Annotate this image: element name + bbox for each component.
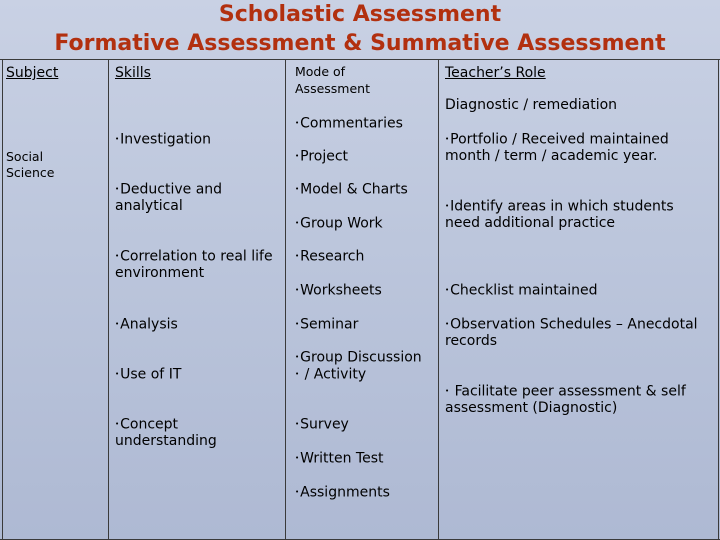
bullet: •: [295, 420, 300, 428]
column-divider-2: [285, 59, 286, 540]
column-divider-3: [438, 59, 439, 540]
bullet: •: [295, 320, 300, 328]
skill-item: [115, 131, 211, 149]
skill-text: Use of IT: [120, 366, 182, 383]
bullet: •: [115, 185, 120, 193]
subject-line-1: Social: [6, 149, 44, 164]
role-item: [445, 198, 674, 216]
mode-item: [295, 484, 390, 502]
bullet: •: [115, 135, 120, 143]
bullet: •: [295, 119, 300, 127]
role-item: [445, 383, 686, 401]
mode-item: [295, 450, 383, 468]
header-mode-line-1: Mode of: [295, 64, 346, 79]
role-text-line-2: records: [445, 333, 498, 349]
skill-item: [115, 316, 178, 334]
bullet: •: [445, 320, 450, 328]
role-text-line-2: month / term / academic year.: [445, 148, 658, 164]
mode-item: [295, 181, 408, 199]
skill-text: Correlation to real life: [120, 248, 273, 265]
title-line-2: Formative Assessment & Summative Assessment: [54, 31, 666, 56]
mode-text: Written Test: [300, 450, 384, 467]
skill-text: Analysis: [120, 316, 178, 333]
mode-text: Seminar: [300, 316, 359, 333]
bullet: •: [295, 252, 300, 260]
column-divider-1: [108, 59, 109, 540]
table-border-top: [0, 59, 720, 60]
mode-text: Project: [300, 148, 349, 165]
mode-item: [295, 316, 358, 334]
mode-text: Research: [300, 248, 365, 265]
bullet: •: [295, 353, 300, 361]
skill-item: [115, 366, 181, 384]
bullet: •: [295, 219, 300, 227]
role-text: Portfolio / Received maintained: [450, 131, 669, 148]
role-item: [445, 316, 698, 334]
skill-text: Concept: [120, 416, 179, 433]
bullet: •: [295, 370, 300, 378]
bullet: •: [115, 420, 120, 428]
header-skills: Skills: [115, 65, 151, 81]
mode-item: [295, 349, 422, 367]
mode-item: [295, 416, 349, 434]
role-item: [445, 131, 669, 149]
bullet: •: [115, 320, 120, 328]
bullet: •: [445, 387, 450, 395]
mode-item: [295, 366, 366, 384]
header-teachers-role: Teacher’s Role: [445, 65, 546, 81]
table-border-right: [718, 59, 719, 540]
subject-line-2: Science: [6, 165, 55, 180]
header-mode-line-2: Assessment: [295, 81, 370, 96]
bullet: •: [445, 135, 450, 143]
skill-text: Deductive and: [120, 181, 223, 198]
mode-text: Survey: [300, 416, 349, 433]
header-subject: Subject: [6, 65, 59, 81]
bullet: •: [295, 454, 300, 462]
mode-item: [295, 115, 403, 133]
bullet: •: [115, 252, 120, 260]
skill-item: [115, 248, 273, 266]
mode-item: [295, 148, 348, 166]
bullet: •: [295, 286, 300, 294]
bullet: •: [295, 185, 300, 193]
mode-item: [295, 282, 382, 300]
mode-item: [295, 248, 364, 266]
skill-text-line-2: understanding: [115, 433, 217, 449]
mode-text: Group Work: [300, 215, 383, 232]
mode-text: Commentaries: [300, 115, 403, 132]
bullet: •: [295, 152, 300, 160]
mode-text: / Activity: [304, 366, 367, 383]
skill-text-line-2: environment: [115, 265, 205, 281]
role-text-line-2: need additional practice: [445, 215, 616, 231]
mode-text: Group Discussion: [300, 349, 422, 366]
bullet: •: [445, 286, 450, 294]
mode-text: Worksheets: [300, 282, 382, 299]
role-text: Observation Schedules – Anecdotal: [450, 316, 698, 333]
bullet: •: [295, 488, 300, 496]
mode-text: Model & Charts: [300, 181, 408, 198]
mode-text: Assignments: [300, 484, 390, 501]
table-border-left: [2, 59, 3, 540]
role-text: Identify areas in which students: [450, 198, 674, 215]
role-text: Checklist maintained: [450, 282, 598, 299]
role-text-line-2: assessment (Diagnostic): [445, 400, 618, 416]
role-text: Facilitate peer assessment & self: [450, 383, 686, 400]
title-line-1: Scholastic Assessment: [218, 2, 502, 27]
skill-item: [115, 181, 222, 199]
bullet: •: [115, 370, 120, 378]
bullet: •: [445, 202, 450, 210]
mode-item: [295, 215, 383, 233]
role-diagnostic: Diagnostic / remediation: [445, 97, 618, 113]
skill-item: [115, 416, 178, 434]
skill-text: Investigation: [120, 131, 211, 148]
role-item: [445, 282, 598, 300]
skill-text-line-2: analytical: [115, 198, 183, 214]
